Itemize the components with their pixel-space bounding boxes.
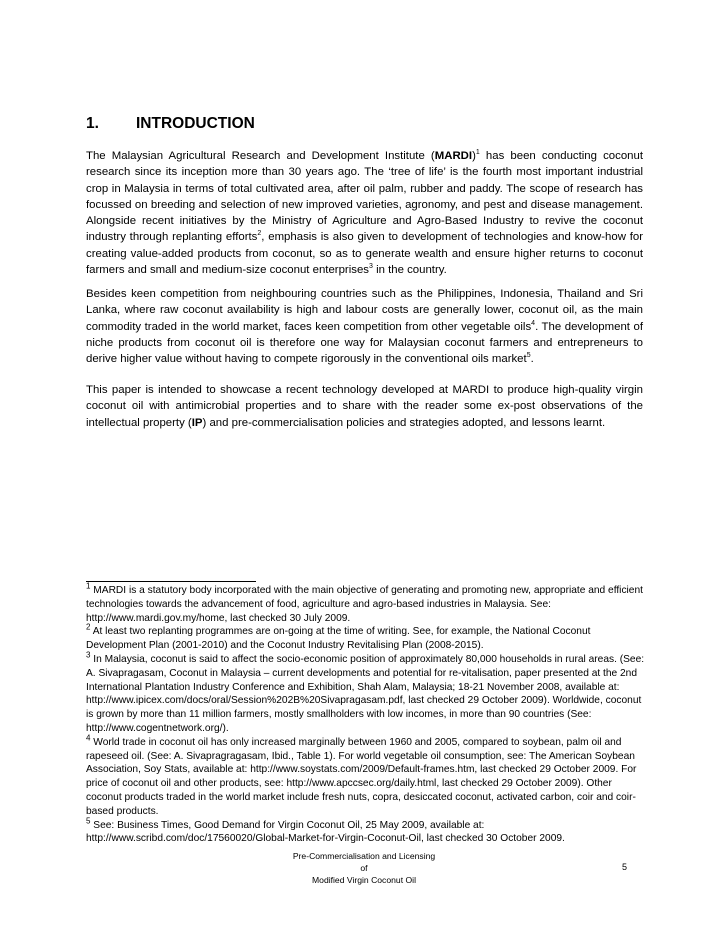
footnote-mark: 2 — [86, 623, 91, 632]
footnote-text: See: Business Times, Good Demand for Virgin Coconut Oil, 25 May 2009, available at: http://www.scribd.com/doc/17560020/Global-Market-for-Virgin-Coconut-Oil, last checked 30 October 2009. — [86, 819, 565, 845]
page-footer — [0, 850, 728, 886]
paragraph-3 — [86, 382, 643, 431]
p1-bold-mardi: MARDI — [434, 150, 473, 162]
p1-text-c: has been conducting coconut research since its inception more than 30 years ago. The ‘tree of life’ is the fourth most important industrial crop in Malaysia in terms of total cultivated area, after oil palm, rubber and paddy. The scope of research has focussed on breeding and selection of new improved varieties, agronomy, and pest and disease management. Alongside recent initiatives by the Ministry of Agriculture and Agro-Based Industry to revive the coconut industry through replanting efforts — [86, 150, 643, 244]
footnote-5 — [86, 816, 646, 847]
footnote-text: At least two replanting programmes are on-going at the time of writing. See, for example, the National Coconut Development Plan (2001-2010) and the Coconut Industry Revitalising Plan (2008-2015). — [86, 626, 591, 652]
footnote-mark: 3 — [86, 650, 91, 660]
footnote-1 — [86, 581, 646, 625]
footnote-ref-1[interactable]: 1 — [475, 149, 480, 157]
section-title: INTRODUCTION — [136, 115, 255, 132]
footnote-text: World trade in coconut oil has only increased marginally between 1960 and 2005, compared to soybean, palm oil and rapeseed oil. (See: A. Sivapragragasam, Ibid., Table 1). For world vegetable oil consumption, see: The American Soybean Association, Soy Stats, available at: http://www.soystats.com/2009/Default-frames.htm, last checked 29 October 2009. For price of coconut oil and other products, see: http://www.apccsec.org/daily.html, last checked 29 October 2009). Other coconut products traded in the world market include fresh nuts, copra, desiccated coconut, activated carbon, coir and coir-based products. — [86, 736, 637, 817]
footer-line-2: of — [360, 863, 368, 873]
p2-text-a: Besides keen competition from neighbouring countries such as the Philippines, Indonesia, Thailand and Sri Lanka, where raw coconut availability is high and labour costs are generally lower, coconut oil, as the main commodity traded in the world market, faces keen competition from other vegetable oils — [86, 288, 643, 333]
footnote-mark: 5 — [86, 816, 91, 826]
footnote-text: In Malaysia, coconut is said to affect the socio-economic position of approximately 80,000 households in rural areas. (See: A. Sivapragasam, Coconut in Malaysia – current developments and potential for re-vitalisation, paper presented at the 2nd International Plantation Industry Conference and Exhibition, Shah Alam, Malaysia; 18-21 November 2008, available at: http://www.ipicex.com/docs/oral/Session%202B%20Sivapragasam.pdf, last checked 29 October 2009). Worldwide, coconut is grown by more than 11 million farmers, mostly smallholders with low incomes, in more than 90 countries (See: http://www.cogentnetwork.org/). — [86, 653, 645, 734]
section-heading — [86, 115, 255, 133]
p3-text-b: ) and pre-commercialisation policies and strategies adopted, and lessons learnt. — [202, 416, 606, 429]
section-number: 1. — [86, 115, 99, 132]
p2-text-b: . The development of niche products from coconut oil is therefore one way for Malaysian coconut farmers and entrepreneurs to derive higher value without having to compete rigorously in the conventional oils market — [86, 320, 643, 366]
paragraph-1 — [86, 148, 643, 278]
p1-text-e: in the country. — [372, 264, 447, 277]
footnote-ref-3[interactable]: 3 — [369, 263, 373, 271]
paragraph-2 — [86, 286, 643, 367]
footnote-text: MARDI is a statutory body incorporated with the main objective of generating and promoting new, appropriate and efficient technologies towards the advancement of food, agriculture and agro-based industries in Malaysia. See: http://www.mardi.gov.my/home, last checked 30 July 2009. — [86, 585, 643, 624]
footnote-mark: 1 — [86, 581, 91, 591]
footer-line-1: Pre-Commercialisation and Licensing — [292, 851, 436, 861]
p3-text-a: This paper is intended to showcase a recent technology developed at MARDI to produce high-quality virgin coconut oil with antimicrobial properties and to share with the reader some ex-post observations of the intellectual property ( — [86, 384, 643, 429]
footnote-ref-2[interactable]: 2 — [257, 230, 262, 238]
footnote-4 — [86, 733, 646, 819]
p1-text-a: The Malaysian Agricultural Research and Development Institute ( — [86, 150, 435, 162]
footnote-separator — [86, 581, 256, 582]
p3-bold-ip: IP — [191, 416, 203, 429]
footer-line-3: Modified Virgin Coconut Oil — [312, 875, 416, 885]
p2-text-c: . — [530, 353, 534, 366]
footnote-mark: 4 — [86, 733, 91, 743]
footnotes — [86, 581, 646, 846]
footnote-ref-5[interactable]: 5 — [526, 352, 531, 360]
footnote-3 — [86, 650, 646, 736]
footnote-2 — [86, 625, 646, 653]
p1-text-b: ) — [472, 150, 476, 162]
page-number: 5 — [622, 862, 628, 872]
footnote-ref-4[interactable]: 4 — [531, 319, 536, 327]
p1-text-d: , emphasis is also given to development of technologies and know-how for creating value-added products from coconut, so as to generate wealth and ensure higher returns to coconut farmers and small and medium-size coconut enterprises — [86, 231, 643, 277]
